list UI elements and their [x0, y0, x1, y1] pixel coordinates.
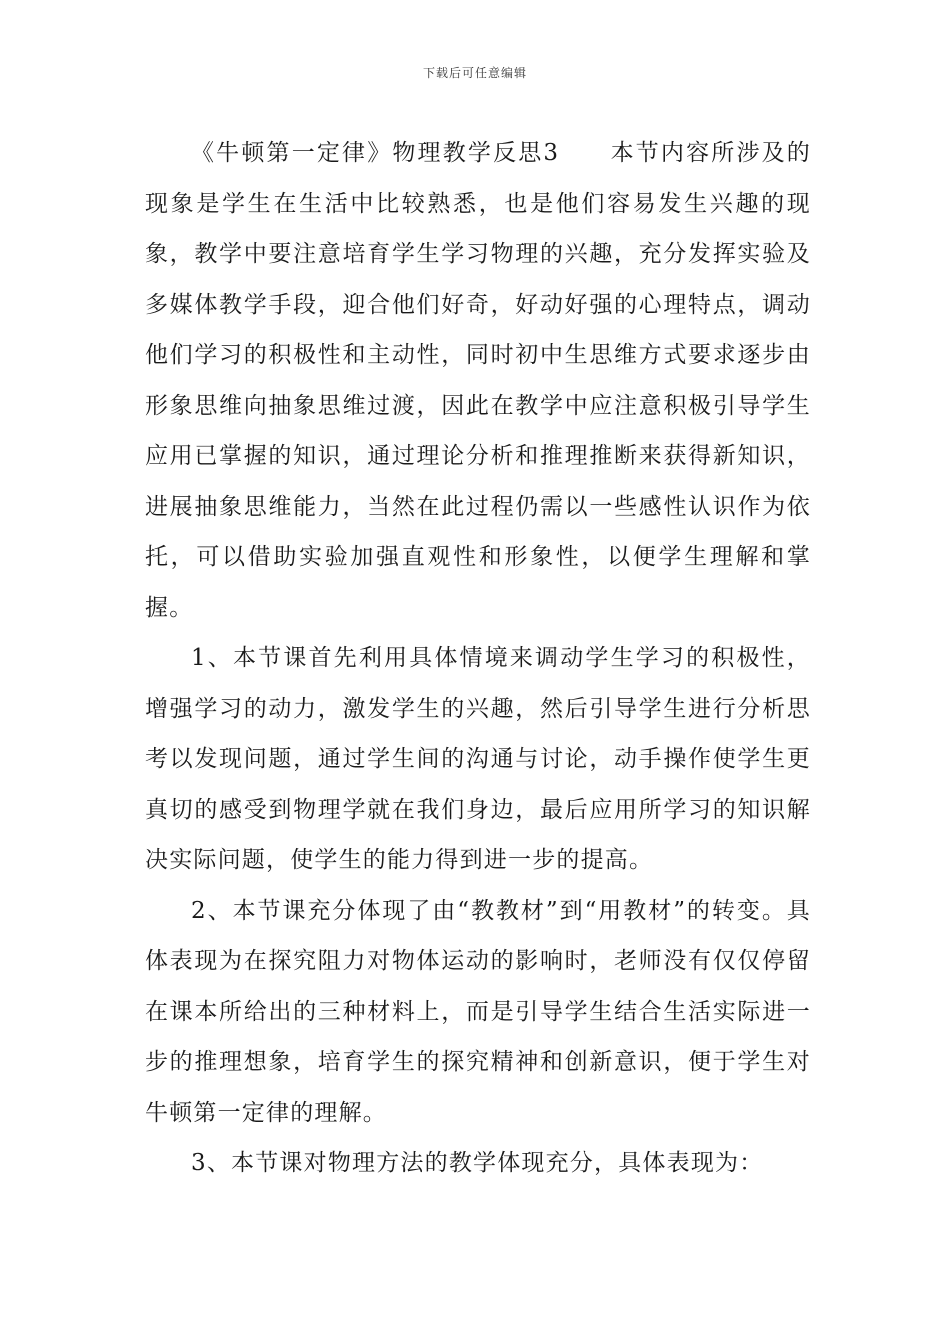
paragraph-point-3: 3、本节课对物理方法的教学体现充分，具体表现为：	[191, 1150, 764, 1176]
document-body	[145, 128, 811, 1189]
header-note: 下载后可任意编辑	[422, 66, 527, 80]
paragraph-point-1: 1、本节课首先利用具体情境来调动学生学习的积极性，增强学习的动力，激发学生的兴趣，然后引导学生进行分析思考以发现问题，通过学生间的沟通与讨论，动手操作使学生更真切的感受到物理学就在我们身边，最后应用所学习的知识解决实际问题，使学生的能力得到进一步的提高。	[145, 645, 811, 873]
paragraph-point-2: 2、本节课充分体现了由“教教材”到“用教材”的转变。具体表现为在探究阻力对物体运动的影响时，老师没有仅仅停留在课本所给出的三种材料上，而是引导学生结合生活实际进一步的推理想象，培育学生的探究精神和创新意识，便于学生对牛顿第一定律的理解。	[145, 897, 811, 1126]
paragraph-intro: 《牛顿第一定律》物理教学反思3 本节内容所涉及的现象是学生在生活中比较熟悉，也是他们容易发生兴趣的现象，教学中要注意培育学生学习物理的兴趣，充分发挥实验及多媒体教学手段，迎合他们好奇，好动好强的心理特点，调动他们学习的积极性和主动性，同时初中生思维方式要求逐步由形象思维向抽象思维过渡，因此在教学中应注意积极引导学生应用已掌握的知识，通过理论分析和推理推断来获得新知识，进展抽象思维能力，当然在此过程仍需以一些感性认识作为依托，可以借助实验加强直观性和形象性，以便学生理解和掌握。	[145, 140, 811, 621]
